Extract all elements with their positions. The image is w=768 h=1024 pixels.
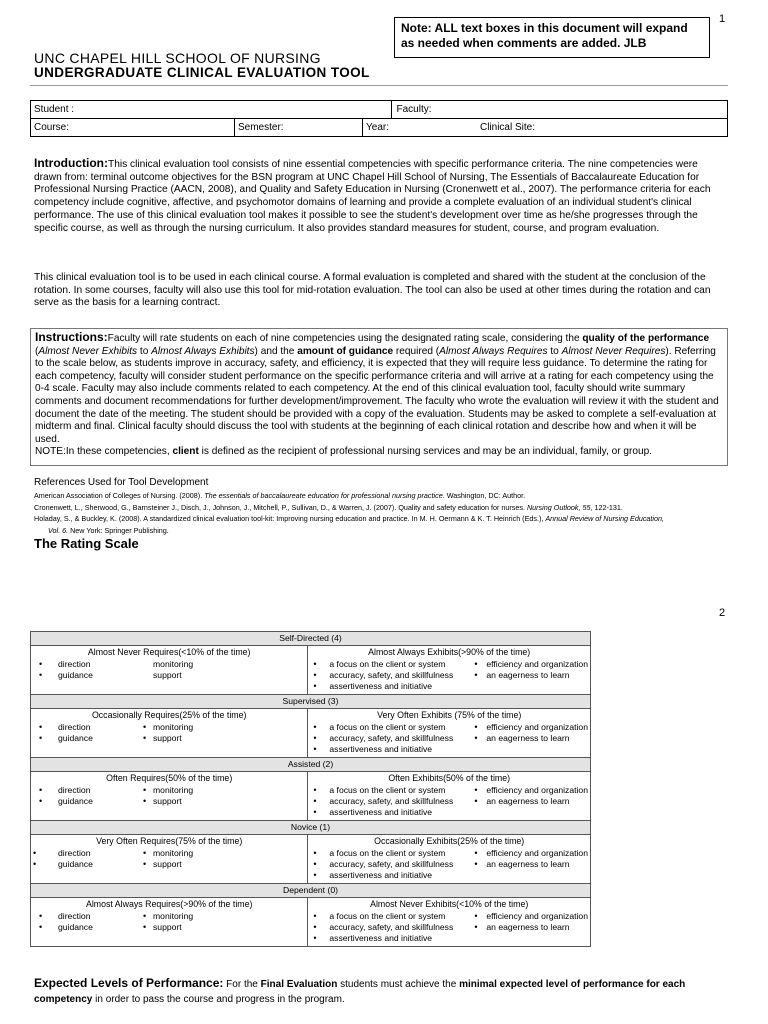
page-number: 2 (719, 607, 726, 619)
page-number: 1 (719, 13, 726, 25)
performance-item: • efficiency and organization (474, 722, 588, 733)
expected-levels-heading: Expected Levels of Performance: (34, 976, 224, 990)
references-list (34, 490, 728, 536)
performance-item: • a focus on the client or system (310, 848, 474, 859)
guidance-cell (31, 835, 308, 884)
rating-level-header: Self-Directed (4) (31, 632, 591, 646)
student-field[interactable]: Student : (31, 101, 392, 119)
instructions-heading: Instructions: (35, 330, 108, 344)
performance-item: • assertiveness and initiative (310, 681, 474, 692)
guidance-item: • support (143, 922, 182, 933)
performance-item: • accuracy, safety, and skillfulness (310, 670, 474, 681)
references-heading: References Used for Tool Development (34, 477, 209, 488)
guidance-item: support (153, 670, 182, 680)
document-title: UNDERGRADUATE CLINICAL EVALUATION TOOL (34, 65, 370, 80)
performance-item: • accuracy, safety, and skillfulness (310, 796, 474, 807)
guidance-item: • guidance (33, 670, 143, 681)
performance-item: • a focus on the client or system (310, 785, 474, 796)
rating-level-header: Assisted (2) (31, 758, 591, 772)
guidance-item: • guidance (33, 859, 143, 870)
performance-item: • a focus on the client or system (310, 659, 474, 670)
rating-level-header: Novice (1) (31, 821, 591, 835)
guidance-frequency: Almost Always Requires(>90% of the time) (85, 899, 253, 909)
guidance-cell (31, 709, 308, 758)
guidance-frequency: Often Requires(50% of the time) (106, 773, 233, 783)
performance-item: • an eagerness to learn (474, 670, 569, 681)
guidance-cell (31, 772, 308, 821)
performance-cell (308, 835, 591, 884)
performance-item: • an eagerness to learn (474, 733, 569, 744)
performance-item: • efficiency and organization (474, 848, 588, 859)
guidance-item: • direction (33, 911, 143, 922)
guidance-cell (31, 898, 308, 947)
performance-item: • accuracy, safety, and skillfulness (310, 922, 474, 933)
reference-item-continued: Vol. 6. New York: Springer Publishing. (48, 525, 169, 535)
performance-item: • a focus on the client or system (310, 722, 474, 733)
title-divider (30, 85, 728, 86)
guidance-frequency: Almost Never Requires(<10% of the time) (87, 647, 251, 657)
performance-cell (308, 772, 591, 821)
guidance-item: • monitoring (143, 911, 193, 922)
performance-cell (308, 646, 591, 695)
performance-item: • assertiveness and initiative (310, 933, 474, 944)
guidance-frequency: Very Often Requires(75% of the time) (96, 836, 243, 846)
clinical-site-field[interactable]: Clinical Site: (392, 119, 728, 137)
performance-item: • assertiveness and initiative (310, 744, 474, 755)
performance-item: • efficiency and organization (474, 785, 588, 796)
usage-paragraph: This clinical evaluation tool is to be used in each clinical course. A formal evaluation is completed and shared with the student at the conclusion of the rotation. In some courses, faculty will also use this tool for mid-rotation evaluation. The tool can also be used at other times during the rotation and can serve as the basis for a learning contract. (34, 272, 711, 309)
reference-item: American Association of Colleges of Nursing. (2008). The essentials of baccalaureate education for professional nursing practice. Washington, DC: Author. (34, 491, 526, 500)
guidance-item: • direction (33, 659, 143, 670)
performance-item: • accuracy, safety, and skillfulness (310, 859, 474, 870)
rating-level-header: Dependent (0) (31, 884, 591, 898)
year-field[interactable]: Year: (363, 119, 392, 137)
guidance-item: • monitoring (143, 722, 193, 733)
performance-frequency: Occasionally Exhibits(25% of the time) (374, 836, 525, 846)
expected-levels-paragraph: Expected Levels of Performance: For the Final Evaluation students must achieve the minimal expected level of performance for each competency in order to pass the course and progress in the program. (34, 976, 686, 1005)
faculty-field[interactable]: Faculty: (392, 101, 728, 119)
guidance-item: • monitoring (143, 848, 193, 859)
guidance-item: • guidance (33, 733, 143, 744)
instructions-box[interactable]: Instructions:Faculty will rate students on each of nine competencies using the designated rating scale, considering the quality of the performance (Almost Never Exhibits to Almost Always Exhibits) and the amount of guidance required (Almost Always Requires to Almost Never Requires). Referring to the scale below, as students improve in accuracy, safety, and efficiency, it is expected that they will require less guidance. To determine the rating for each competency, faculty will consider student performance on the specific performance criteria and will arrive at a rating for each competency using the 0-4 scale. Faculty may also include comments related to each competency. At the end of this clinical evaluation tool, faculty should write summary comments and document recommendations for further development/improvement. The faculty who wrote the evaluation will review it with the student and document the date of the meeting. The student should be provided with a copy of the evaluation. Students may be asked to complete a self-evaluation at midterm and final. Clinical faculty should discuss the tool with students at the beginning of each clinical rotation and describe how and when it will be used. NOTE:In these competencies, client is defined as the recipient of professional nursing services and may be an individual, family, or group. (30, 328, 728, 466)
course-field[interactable]: Course: (31, 119, 235, 137)
semester-field[interactable]: Semester: (235, 119, 363, 137)
guidance-item: • support (143, 859, 182, 870)
guidance-frequency: Occasionally Requires(25% of the time) (91, 710, 247, 720)
guidance-item: • guidance (33, 922, 143, 933)
performance-frequency: Often Exhibits(50% of the time) (388, 773, 511, 783)
guidance-item: • support (143, 796, 182, 807)
guidance-item: • guidance (33, 796, 143, 807)
reference-item: Holaday, S., & Buckley, K. (2008). A standardized clinical evaluation tool-kit: Improving nursing education and practice. In M. H. Oermann & K. T. Heinrich (Eds.), Annual Review of Nursing Education, (34, 514, 665, 523)
guidance-item: • direction (33, 785, 143, 796)
performance-item: • a focus on the client or system (310, 911, 474, 922)
performance-frequency: Almost Never Exhibits(<10% of the time) (370, 899, 529, 909)
guidance-cell (31, 646, 308, 695)
note-text-box[interactable]: Note: ALL text boxes in this document will expand as needed when comments are added. JLB (394, 17, 710, 58)
introduction-heading: Introduction: (34, 156, 108, 170)
guidance-item: • direction (33, 722, 143, 733)
reference-item: Cronenwett, L., Sherwood, G., Barnsteiner J., Disch, J., Johnson, J., Mitchell, P., Sullivan, D., & Warren, J. (2007). Quality and safety education for nurses. Nursing Outlook, 55, 122-131. (34, 502, 623, 512)
performance-cell (308, 898, 591, 947)
rating-scale-table (30, 631, 591, 947)
performance-item: • accuracy, safety, and skillfulness (310, 733, 474, 744)
guidance-item: • support (143, 733, 182, 744)
performance-cell (308, 709, 591, 758)
guidance-item: monitoring (153, 659, 194, 669)
student-info-table (30, 100, 728, 137)
guidance-item: • direction (33, 848, 143, 859)
school-name: UNC CHAPEL HILL SCHOOL OF NURSING (34, 50, 321, 66)
introduction-paragraph: Introduction:This clinical evaluation tool consists of nine essential competencies with specific performance criteria. The nine competencies were drawn from: terminal outcome objectives for the BSN program at UNC Chapel Hill School of Nursing, The Essentials of Baccalaureate Education for Professional Nursing Practice (AACN, 2008), and Quality and Safety Education in Nursing (Cronenwett et al., 2007). The performance criteria for each competency include cognitive, affective, and psychomotor domains of learning and provide a complete evaluation of an individual student's clinical performance. The use of this clinical evaluation tool makes it possible to see the student's development over time as he/she progresses through the specific course, as well as through the nursing curriculum. It also provides standard measures for student, course, and program evaluation. (34, 156, 711, 234)
performance-item: • assertiveness and initiative (310, 870, 474, 881)
performance-item: • efficiency and organization (474, 659, 588, 670)
performance-item: • efficiency and organization (474, 911, 588, 922)
performance-item: • an eagerness to learn (474, 859, 569, 870)
performance-item: • an eagerness to learn (474, 796, 569, 807)
guidance-item: • monitoring (143, 785, 193, 796)
performance-item: • assertiveness and initiative (310, 807, 474, 818)
performance-item: • an eagerness to learn (474, 922, 569, 933)
performance-frequency: Very Often Exhibits (75% of the time) (377, 710, 522, 720)
rating-scale-title: The Rating Scale (34, 536, 139, 551)
performance-frequency: Almost Always Exhibits(>90% of the time) (368, 647, 531, 657)
rating-level-header: Supervised (3) (31, 695, 591, 709)
